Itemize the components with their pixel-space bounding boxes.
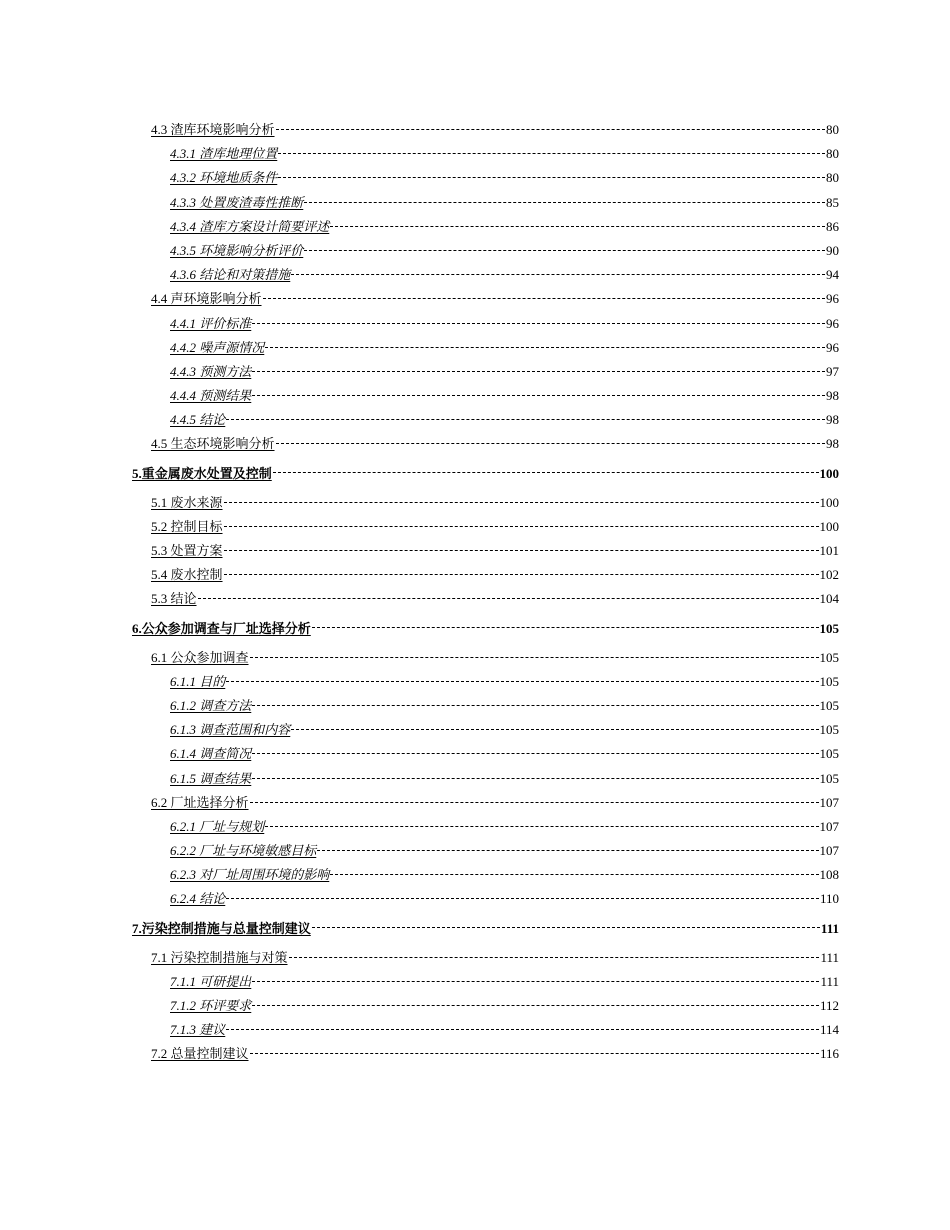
toc-entry-label[interactable]: 4.4.3 预测方法 xyxy=(170,363,252,379)
toc-page-number: 102 xyxy=(819,567,839,583)
toc-entry-label[interactable]: 6.2.1 厂址与规划 xyxy=(170,818,265,834)
toc-leader-dashes xyxy=(252,778,818,779)
toc-leader-dashes xyxy=(276,129,825,130)
toc-leader-dashes xyxy=(252,705,818,706)
toc-entry-label[interactable]: 4.4.4 预测结果 xyxy=(170,388,252,404)
toc-page-number: 105 xyxy=(819,697,839,713)
toc-page-number: 105 xyxy=(819,620,839,636)
toc-entry[interactable] xyxy=(0,946,950,970)
toc-entry[interactable] xyxy=(0,408,950,432)
toc-entry[interactable] xyxy=(0,312,950,336)
toc-leader-dashes xyxy=(276,443,825,444)
toc-page-number: 105 xyxy=(819,722,839,738)
toc-entry-label[interactable]: 6.1 公众参加调查 xyxy=(151,649,249,665)
toc-entry-label[interactable]: 5.重金属废水处置及控制 xyxy=(132,465,272,481)
toc-entry[interactable] xyxy=(0,863,950,887)
toc-entry-label[interactable]: 6.1.2 调查方法 xyxy=(170,697,252,713)
toc-entry-label[interactable]: 6.2.2 厂址与环境敏感目标 xyxy=(170,843,317,859)
toc-entry-label[interactable]: 5.4 废水控制 xyxy=(151,567,223,583)
toc-leader-dashes xyxy=(278,153,825,154)
toc-leader-dashes xyxy=(263,298,825,299)
toc-leader-dashes xyxy=(312,927,820,928)
toc-entry-label[interactable]: 7.2 总量控制建议 xyxy=(151,1046,249,1062)
toc-leader-dashes xyxy=(252,371,825,372)
toc-entry-label[interactable]: 5.3 处置方案 xyxy=(151,543,223,558)
toc-leader-dashes xyxy=(330,874,818,875)
toc-leader-dashes xyxy=(250,802,819,803)
toc-entry-label[interactable]: 6.2.4 结论 xyxy=(170,891,226,907)
toc-entry-label[interactable]: 6.1.1 目的 xyxy=(170,673,226,689)
toc-entry[interactable] xyxy=(0,360,950,384)
toc-entry-label[interactable]: 5.1 废水来源 xyxy=(151,494,223,510)
toc-entry[interactable] xyxy=(0,142,950,166)
toc-page-number: 98 xyxy=(826,436,839,452)
toc-leader-dashes xyxy=(265,826,818,827)
toc-entry[interactable] xyxy=(0,815,950,839)
toc-entry[interactable] xyxy=(0,515,950,539)
toc-leader-dashes xyxy=(291,729,818,730)
toc-entry[interactable] xyxy=(0,118,950,142)
toc-page-number: 107 xyxy=(819,818,839,834)
toc-leader-dashes xyxy=(250,657,819,658)
toc-entry[interactable] xyxy=(0,887,950,911)
toc-entry-label[interactable]: 4.5 生态环境影响分析 xyxy=(151,436,275,452)
toc-page-number: 98 xyxy=(826,412,839,428)
toc-entry[interactable] xyxy=(0,166,950,190)
toc-leader-dashes xyxy=(312,627,819,628)
toc-page-number: 105 xyxy=(819,673,839,689)
toc-leader-dashes xyxy=(252,395,825,396)
toc-entry[interactable] xyxy=(0,994,950,1018)
toc-page-number: 105 xyxy=(819,649,839,665)
toc-entry[interactable] xyxy=(0,563,950,587)
toc-entry[interactable] xyxy=(0,912,950,946)
toc-entry[interactable] xyxy=(0,767,950,791)
toc-entry[interactable] xyxy=(0,791,950,815)
toc-page-number: 96 xyxy=(826,315,839,331)
toc-leader-dashes xyxy=(224,526,819,527)
toc-entry[interactable] xyxy=(0,432,950,456)
toc-entry-label[interactable]: 4.4.1 评价标准 xyxy=(170,315,252,331)
toc-entry[interactable] xyxy=(0,742,950,766)
toc-page-number: 108 xyxy=(819,867,839,883)
toc-leader-dashes xyxy=(289,957,820,958)
toc-page-number: 105 xyxy=(819,770,839,786)
toc-entry-label[interactable]: 6.2.3 对厂址周围环境的影响 xyxy=(170,867,330,883)
toc-page-number: 112 xyxy=(819,998,839,1013)
toc-entry[interactable] xyxy=(0,646,950,670)
toc-leader-dashes xyxy=(250,1053,819,1054)
toc-entry[interactable] xyxy=(0,239,950,263)
toc-entry[interactable] xyxy=(0,612,950,646)
toc-entry[interactable] xyxy=(0,336,950,360)
toc-entry-label[interactable]: 7.污染控制措施与总量控制建议 xyxy=(132,920,311,936)
toc-entry[interactable] xyxy=(0,384,950,408)
toc-page-number: 111 xyxy=(820,973,839,989)
toc-leader-dashes xyxy=(224,574,819,575)
toc-page-number: 111 xyxy=(820,920,839,936)
toc-entry-label[interactable]: 4.3.6 结论和对策措施 xyxy=(170,267,291,283)
toc-entry-label[interactable]: 4.4 声环境影响分析 xyxy=(151,291,262,307)
toc-page-number: 114 xyxy=(819,1022,839,1038)
toc-leader-dashes xyxy=(226,1029,819,1030)
toc-entry[interactable] xyxy=(0,587,950,611)
toc-entry[interactable] xyxy=(0,491,950,515)
toc-page-number: 101 xyxy=(819,543,839,558)
toc-entry-label[interactable]: 7.1.3 建议 xyxy=(170,1022,226,1038)
toc-entry[interactable] xyxy=(0,970,950,994)
toc-entry-label[interactable]: 6.1.4 调查简况 xyxy=(170,746,252,762)
toc-page-number: 104 xyxy=(819,591,839,607)
toc-entry-label[interactable]: 6.1.3 调查范围和内容 xyxy=(170,722,291,738)
toc-leader-dashes xyxy=(304,202,825,203)
toc-leader-dashes xyxy=(252,323,825,324)
toc-entry-label[interactable]: 6.2 厂址选择分析 xyxy=(151,794,249,810)
toc-page-number: 85 xyxy=(826,194,839,210)
toc-leader-dashes xyxy=(278,177,825,178)
toc-entry[interactable] xyxy=(0,215,950,239)
toc-leader-dashes xyxy=(224,550,819,551)
toc-entry[interactable] xyxy=(0,718,950,742)
toc-leader-dashes xyxy=(273,472,819,473)
toc-entry-label[interactable]: 7.1 污染控制措施与对策 xyxy=(151,949,288,965)
toc-page-number: 116 xyxy=(819,1046,839,1062)
toc-leader-dashes xyxy=(252,753,818,754)
toc-entry[interactable] xyxy=(0,287,950,311)
toc-entry[interactable] xyxy=(0,694,950,718)
toc-entry[interactable] xyxy=(0,539,950,563)
toc-page-number: 96 xyxy=(826,339,839,355)
toc-page-number: 96 xyxy=(826,291,839,307)
toc-entry-label[interactable]: 5.2 控制目标 xyxy=(151,518,223,534)
toc-entry-label[interactable]: 4.4.2 噪声源情况 xyxy=(170,339,265,355)
toc-page-number: 100 xyxy=(819,518,839,534)
toc-entry-label[interactable]: 4.4.5 结论 xyxy=(170,412,226,428)
toc-entry-label[interactable]: 7.1.1 可研提出 xyxy=(170,973,252,989)
toc-entry[interactable] xyxy=(0,263,950,287)
toc-page-number: 105 xyxy=(819,746,839,762)
toc-entry[interactable] xyxy=(0,670,950,694)
toc-leader-dashes xyxy=(317,850,818,851)
toc-leader-dashes xyxy=(226,898,819,899)
toc-entry-label[interactable]: 4.3.5 环境影响分析评价 xyxy=(170,242,304,258)
toc-entry-label[interactable]: 6.1.5 调查结果 xyxy=(170,770,252,786)
toc-page-number: 80 xyxy=(826,146,839,162)
toc-leader-dashes xyxy=(265,347,825,348)
toc-page-number: 107 xyxy=(819,794,839,810)
toc-entry[interactable] xyxy=(0,839,950,863)
toc-page-number: 98 xyxy=(826,388,839,404)
toc-entry-label[interactable]: 4.3 渣库环境影响分析 xyxy=(151,122,275,137)
toc-page-number: 94 xyxy=(826,267,839,283)
toc-page-number: 80 xyxy=(826,170,839,186)
toc-entry-label[interactable]: 4.3.3 处置废渣毒性推断 xyxy=(170,194,304,210)
table-of-contents xyxy=(0,118,950,1067)
toc-entry-label[interactable]: 4.3.4 渣库方案设计简要评述 xyxy=(170,218,330,234)
toc-entry[interactable] xyxy=(0,457,950,491)
toc-leader-dashes xyxy=(304,250,825,251)
toc-entry-label[interactable]: 5.3 结论 xyxy=(151,591,197,607)
toc-leader-dashes xyxy=(226,681,818,682)
toc-page-number: 86 xyxy=(826,218,839,234)
toc-leader-dashes xyxy=(252,1005,819,1006)
toc-leader-dashes xyxy=(252,981,819,982)
toc-page-number: 111 xyxy=(820,949,839,965)
toc-entry[interactable] xyxy=(0,1018,950,1042)
toc-entry[interactable] xyxy=(0,191,950,215)
toc-entry-label[interactable]: 6.公众参加调查与厂址选择分析 xyxy=(132,620,311,636)
toc-entry[interactable] xyxy=(0,1042,950,1066)
toc-leader-dashes xyxy=(226,419,825,420)
toc-leader-dashes xyxy=(330,226,825,227)
toc-entry-label[interactable]: 4.3.2 环境地质条件 xyxy=(170,170,278,186)
toc-entry-label[interactable]: 7.1.2 环评要求 xyxy=(170,998,252,1013)
toc-leader-dashes xyxy=(198,598,819,599)
toc-page-number: 110 xyxy=(819,891,839,907)
toc-page-number: 80 xyxy=(826,122,839,137)
toc-page-number: 100 xyxy=(819,465,839,481)
toc-entry-label[interactable]: 4.3.1 渣库地理位置 xyxy=(170,146,278,162)
toc-leader-dashes xyxy=(291,274,825,275)
toc-page-number: 107 xyxy=(819,843,839,859)
toc-leader-dashes xyxy=(224,502,819,503)
toc-page-number: 100 xyxy=(819,494,839,510)
toc-page-number: 97 xyxy=(826,363,839,379)
toc-page-number: 90 xyxy=(826,242,839,258)
